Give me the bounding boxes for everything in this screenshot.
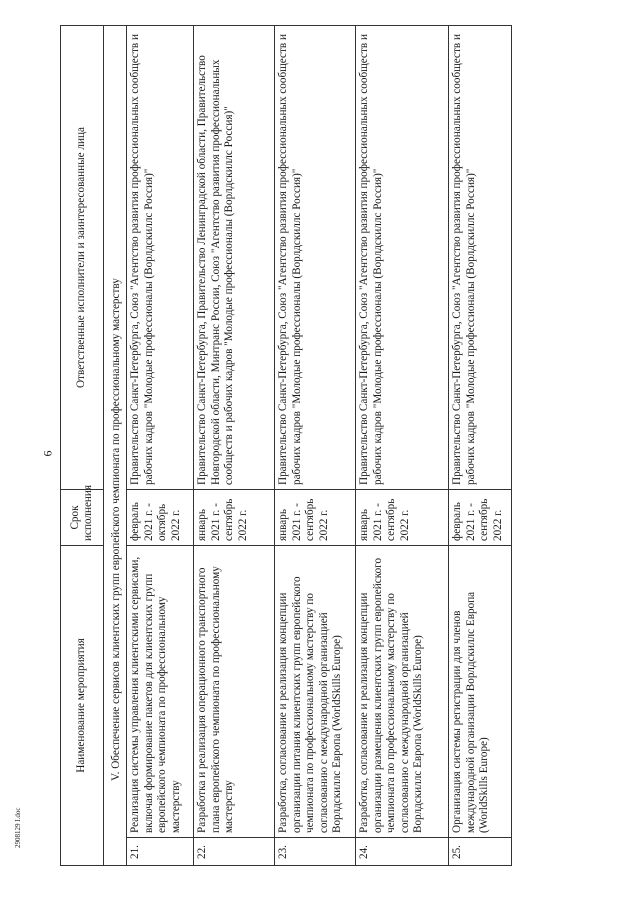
row-deadline: февраль 2021 г. - сентябрь 2022 г. bbox=[449, 490, 512, 546]
row-responsible: Правительство Санкт-Петербурга, Союз "Агентство развития профессиональных сообществ и рабочих кадров "Молодые профессионалы (Ворлдскиллс Россия)" bbox=[449, 26, 512, 490]
row-number: 22. bbox=[194, 838, 275, 866]
row-name: Организация системы регистрации для членов международной организации Ворлдскиллс Европа (WorldSkills Europe) bbox=[449, 546, 512, 838]
table-row bbox=[275, 26, 356, 866]
section-row bbox=[104, 26, 127, 866]
row-name: Реализация системы управления клиентскими сервисами, включая формирование пакетов для клиентских групп европейского чемпионата по профессиональному мастерству bbox=[127, 546, 194, 838]
row-responsible: Правительство Санкт-Петербурга, Союз "Агентство развития профессиональных сообществ и рабочих кадров "Молодые профессионалы (Ворлдскиллс Россия)" bbox=[127, 26, 194, 490]
section-title: V. Обеспечение сервисов клиентских групп европейского чемпионата по профессиональному мастерству bbox=[104, 26, 127, 866]
row-responsible: Правительство Санкт-Петербурга, Правительство Ленинградской области, Правительство Новгородской области, Минтранс России, Союз "Агентство развития профессиональных сообществ и рабочих кадров "Молодые профессионалы (Ворлдскиллс Россия)" bbox=[194, 26, 275, 490]
row-name: Разработка, согласование и реализация концепции организации размещения клиентских групп европейского чемпионата по профессиональному мастерству по согласованию с международной организацией Ворлдскиллс Европа (WorldSkills Europe) bbox=[356, 546, 449, 838]
row-deadline: февраль 2021 г. - октябрь 2022 г. bbox=[127, 490, 194, 546]
page-number: 6 bbox=[40, 450, 55, 457]
file-reference: 2908129 I.doc bbox=[14, 807, 22, 848]
row-name: Разработка и реализация операционного транспортного плана европейского чемпионата по профессиональному мастерству bbox=[194, 546, 275, 838]
row-deadline: январь 2021 г. - сентябрь 2022 г. bbox=[194, 490, 275, 546]
row-number: 25. bbox=[449, 838, 512, 866]
table-row bbox=[194, 26, 275, 866]
table-row bbox=[449, 26, 512, 866]
row-name: Разработка, согласование и реализация концепции организации питания клиентских групп европейского чемпионата по профессиональному мастерству по согласованию с международной организацией Ворлдскиллс Европа (WorldSkills Europe) bbox=[275, 546, 356, 838]
header-responsible: Ответственные исполнители и заинтересованные лица bbox=[61, 26, 104, 490]
row-responsible: Правительство Санкт-Петербурга, Союз "Агентство развития профессиональных сообществ и рабочих кадров "Молодые профессионалы (Ворлдскиллс Россия)" bbox=[275, 26, 356, 490]
row-deadline: январь 2021 г. - сентябрь 2022 г. bbox=[356, 490, 449, 546]
row-number: 21. bbox=[127, 838, 194, 866]
table-header-row bbox=[61, 26, 104, 866]
table-row bbox=[127, 26, 194, 866]
table-row bbox=[356, 26, 449, 866]
row-deadline: январь 2021 г. - сентябрь 2022 г. bbox=[275, 490, 356, 546]
row-responsible: Правительство Санкт-Петербурга, Союз "Агентство развития профессиональных сообществ и рабочих кадров "Молодые профессионалы (Ворлдскиллс Россия)" bbox=[356, 26, 449, 490]
rotated-table-container bbox=[60, 26, 612, 866]
header-name: Наименование мероприятия bbox=[61, 546, 104, 866]
events-table bbox=[60, 25, 512, 866]
header-deadline: Срок исполнения bbox=[61, 490, 104, 546]
row-number: 23. bbox=[275, 838, 356, 866]
row-number: 24. bbox=[356, 838, 449, 866]
